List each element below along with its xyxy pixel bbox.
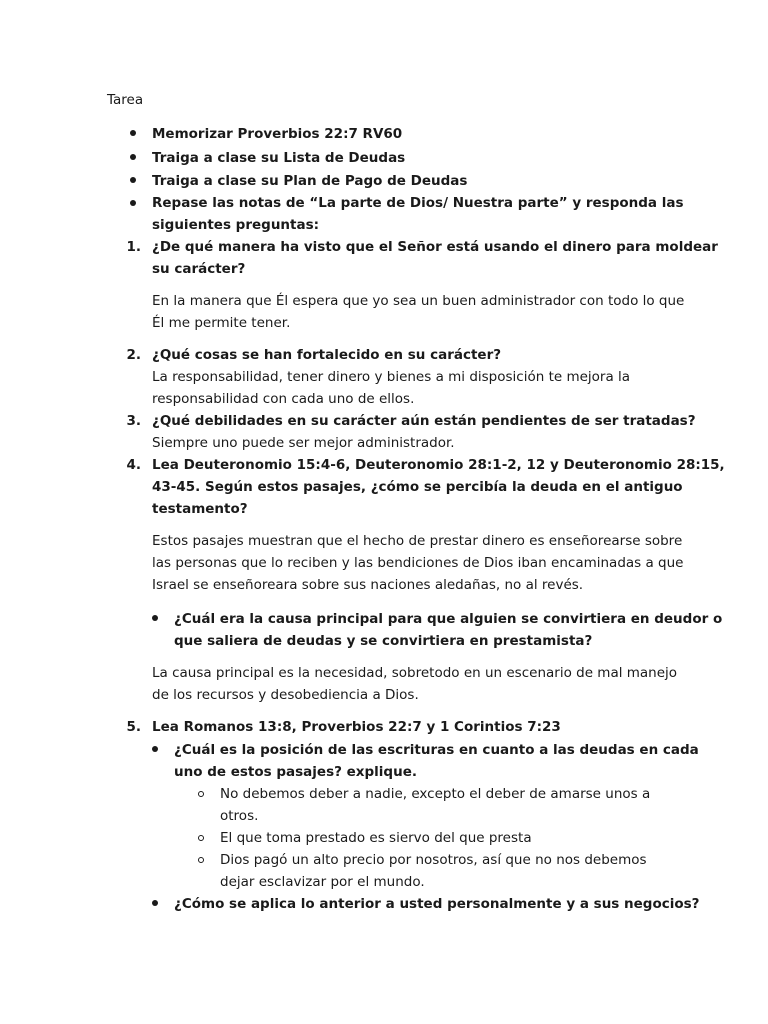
answer-4-line: Israel se enseñoreara sobre sus naciones aledañas, no al revés. [152, 577, 584, 593]
question-5-line: Lea Romanos 13:8, Proverbios 22:7 y 1 Corintios 7:23 [152, 719, 561, 735]
list-item: No debemos deber a nadie, excepto el deber de amarse unos a [220, 786, 651, 802]
question-number: 2. [126, 347, 141, 363]
question-number: 4. [126, 457, 141, 473]
question-number: 3. [126, 413, 141, 429]
sub-answer-line: La causa principal es la necesidad, sobretodo en un escenario de mal manejo [152, 665, 678, 681]
answer-2-line: La responsabilidad, tener dinero y bienes a mi disposición te mejora la [152, 369, 631, 385]
task-item: Traiga a clase su Plan de Pago de Deudas [152, 173, 468, 189]
answer-2-line: responsabilidad con cada uno de ellos. [152, 391, 415, 407]
page-title: Tarea [107, 92, 144, 108]
task-item: Repase las notas de “La parte de Dios/ Nuestra parte” y responda las [152, 195, 684, 211]
question-number: 1. [126, 239, 141, 255]
list-item: El que toma prestado es siervo del que presta [220, 830, 532, 846]
answer-4-line: las personas que lo reciben y las bendiciones de Dios iban encaminadas a que [152, 555, 684, 571]
list-item-continued: otros. [220, 808, 259, 824]
bullet-circle [198, 835, 204, 841]
question-4-line: 43-45. Según estos pasajes, ¿cómo se percibía la deuda en el antiguo [152, 479, 683, 495]
sub-question-line: ¿Cuál es la posición de las escrituras en cuanto a las deudas en cada [174, 742, 699, 758]
bullet-disc [152, 746, 158, 752]
bullet-disc [152, 900, 158, 906]
question-2-line: ¿Qué cosas se han fortalecido en su carácter? [152, 347, 502, 363]
question-1-line: ¿De qué manera ha visto que el Señor está usando el dinero para moldear [152, 239, 718, 255]
task-item-continued: siguientes preguntas: [152, 217, 320, 233]
sub-question-line: que saliera de deudas y se convirtiera en prestamista? [174, 633, 593, 649]
answer-3-line: Siempre uno puede ser mejor administrador. [152, 435, 455, 451]
list-item: Dios pagó un alto precio por nosotros, así que no nos debemos [220, 852, 647, 868]
bullet-disc [130, 177, 136, 183]
answer-1-line: Él me permite tener. [152, 315, 291, 331]
bullet-disc [130, 200, 136, 206]
question-4-line: Lea Deuteronomio 15:4-6, Deuteronomio 28:1-2, 12 y Deuteronomio 28:15, [152, 457, 725, 473]
task-item: Memorizar Proverbios 22:7 RV60 [152, 126, 403, 142]
sub-answer-line: de los recursos y desobediencia a Dios. [152, 687, 419, 703]
bullet-disc [130, 130, 136, 136]
sub-question-line: ¿Cuál era la causa principal para que alguien se convirtiera en deudor o [174, 611, 723, 627]
question-3-line: ¿Qué debilidades en su carácter aún están pendientes de ser tratadas? [152, 413, 696, 429]
bullet-disc [152, 615, 158, 621]
bullet-disc [130, 154, 136, 160]
sub-question-line: ¿Cómo se aplica lo anterior a usted personalmente y a sus negocios? [174, 896, 700, 912]
bullet-circle [198, 791, 204, 797]
list-item-continued: dejar esclavizar por el mundo. [220, 874, 425, 890]
question-number: 5. [126, 719, 141, 735]
sub-question-line: uno de estos pasajes? explique. [174, 764, 417, 780]
answer-4-line: Estos pasajes muestran que el hecho de prestar dinero es enseñorearse sobre [152, 533, 683, 549]
answer-1-line: En la manera que Él espera que yo sea un buen administrador con todo lo que [152, 293, 685, 309]
question-1-line: su carácter? [152, 261, 246, 277]
bullet-circle [198, 857, 204, 863]
question-4-line: testamento? [152, 501, 248, 517]
task-item: Traiga a clase su Lista de Deudas [152, 150, 406, 166]
